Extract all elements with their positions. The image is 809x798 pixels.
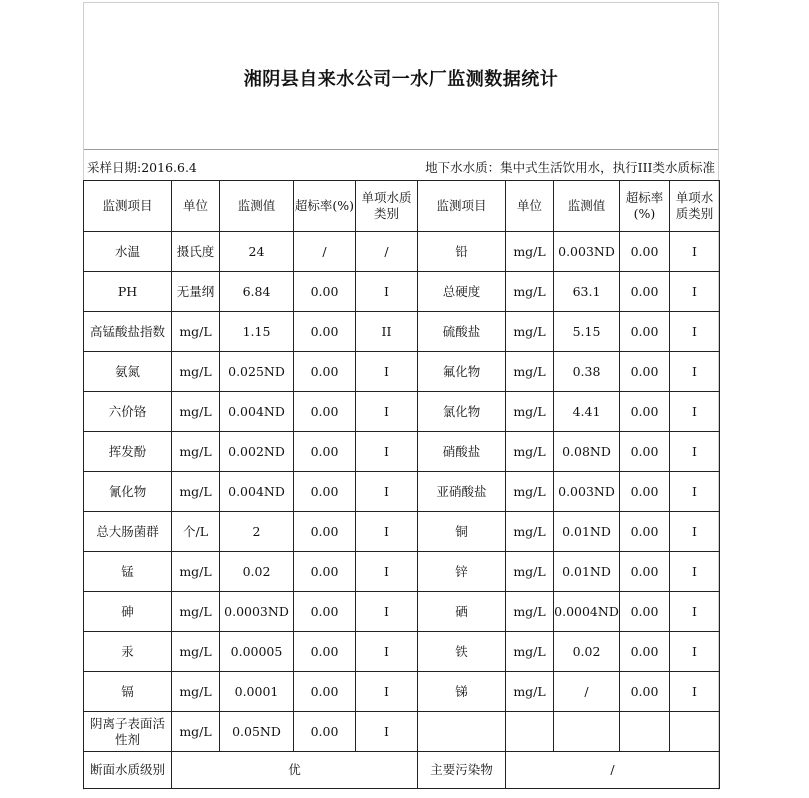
table-cell: 2: [220, 512, 294, 552]
table-cell: 0.00: [620, 632, 670, 672]
table-cell: I: [670, 312, 720, 352]
table-cell: 硝酸盐: [418, 432, 506, 472]
table-row: [84, 712, 720, 752]
table-cell: 0.00: [294, 472, 356, 512]
section-quality-label: 断面水质级别: [84, 752, 172, 789]
table-cell: 铜: [418, 512, 506, 552]
table-cell: 0.38: [554, 352, 620, 392]
table-cell: 水温: [84, 232, 172, 272]
table-cell: 0.003ND: [554, 232, 620, 272]
main-pollutant-value: /: [506, 752, 720, 789]
table-cell: 亚硝酸盐: [418, 472, 506, 512]
table-cell: 0.00: [294, 432, 356, 472]
table-cell: 锌: [418, 552, 506, 592]
table-row: [84, 232, 720, 272]
table-cell: 0.00: [294, 352, 356, 392]
report-meta: [84, 149, 718, 182]
table-cell: mg/L: [172, 592, 220, 632]
table-cell: 0.02: [554, 632, 620, 672]
table-row: [84, 312, 720, 352]
table-cell: 氰化物: [84, 472, 172, 512]
table-row: [84, 512, 720, 552]
table-cell: mg/L: [506, 472, 554, 512]
table-cell: mg/L: [172, 632, 220, 672]
table-cell: 阴离子表面活性剂: [84, 712, 172, 752]
table-cell: mg/L: [172, 352, 220, 392]
table-cell: I: [356, 552, 418, 592]
table-cell: II: [356, 312, 418, 352]
table-cell: 0.00: [620, 512, 670, 552]
table-cell: 5.15: [554, 312, 620, 352]
section-quality-value: 优: [172, 752, 418, 789]
sampling-date: 采样日期:2016.6.4: [87, 160, 197, 175]
table-cell: 无量纲: [172, 272, 220, 312]
table-cell: 0.00: [620, 592, 670, 632]
table-cell: 锑: [418, 672, 506, 712]
header-cell: 单位: [172, 181, 220, 232]
table-cell: 氟化物: [418, 352, 506, 392]
table-cell: 镉: [84, 672, 172, 712]
header-cell: 单位: [506, 181, 554, 232]
water-quality-standard: 地下水水质：集中式生活饮用水，执行III类水质标准: [425, 160, 715, 175]
table-cell: I: [356, 632, 418, 672]
table-cell: 0.00: [620, 232, 670, 272]
table-cell: 氨氮: [84, 352, 172, 392]
table-cell: 摄氏度: [172, 232, 220, 272]
table-cell: 0.00: [620, 352, 670, 392]
table-cell: I: [670, 672, 720, 712]
table-cell: I: [356, 472, 418, 512]
table-cell: 0.00: [294, 392, 356, 432]
table-cell: I: [356, 512, 418, 552]
table-cell: 0.002ND: [220, 432, 294, 472]
table-cell: I: [670, 432, 720, 472]
table-cell: 63.1: [554, 272, 620, 312]
table-cell: 0.00: [294, 632, 356, 672]
table-cell: 0.08ND: [554, 432, 620, 472]
table-cell: mg/L: [172, 552, 220, 592]
table-cell: mg/L: [506, 272, 554, 312]
table-cell: PH: [84, 272, 172, 312]
header-cell: 监测项目: [84, 181, 172, 232]
table-cell: 0.003ND: [554, 472, 620, 512]
table-cell: 0.00: [620, 432, 670, 472]
table-cell: 0.00: [294, 712, 356, 752]
table-cell: I: [356, 672, 418, 712]
table-cell: 0.01ND: [554, 512, 620, 552]
table-row: [84, 552, 720, 592]
table-cell: 个/L: [172, 512, 220, 552]
table-cell: mg/L: [506, 352, 554, 392]
header-cell: 超标率(%): [294, 181, 356, 232]
table-cell: [670, 712, 720, 752]
table-row: [84, 592, 720, 632]
table-cell: 氯化物: [418, 392, 506, 432]
table-cell: I: [670, 592, 720, 632]
table-cell: 锰: [84, 552, 172, 592]
table-cell: [506, 712, 554, 752]
table-cell: mg/L: [506, 432, 554, 472]
table-cell: mg/L: [506, 632, 554, 672]
table-cell: 高锰酸盐指数: [84, 312, 172, 352]
table-cell: I: [356, 592, 418, 632]
table-cell: 0.00: [294, 312, 356, 352]
header-cell: 超标率(%): [620, 181, 670, 232]
table-row: [84, 472, 720, 512]
table-cell: /: [294, 232, 356, 272]
table-cell: 0.00: [294, 552, 356, 592]
table-cell: [620, 712, 670, 752]
header-cell: 监测项目: [418, 181, 506, 232]
table-row: [84, 352, 720, 392]
table-cell: mg/L: [172, 432, 220, 472]
table-cell: I: [670, 272, 720, 312]
report-title: 湘阴县自来水公司一水厂监测数据统计: [243, 69, 559, 90]
table-cell: 0.0003ND: [220, 592, 294, 632]
table-cell: 0.02: [220, 552, 294, 592]
table-cell: 24: [220, 232, 294, 272]
table-cell: /: [554, 672, 620, 712]
table-cell: mg/L: [506, 392, 554, 432]
table-cell: 0.00: [620, 472, 670, 512]
header-cell: 单项水质类别: [356, 181, 418, 232]
table-cell: I: [670, 232, 720, 272]
monitoring-table: [83, 180, 720, 789]
table-cell: 总硬度: [418, 272, 506, 312]
table-cell: I: [670, 632, 720, 672]
table-row: [84, 632, 720, 672]
table-cell: I: [670, 392, 720, 432]
table-cell: 6.84: [220, 272, 294, 312]
table-cell: 0.00: [294, 592, 356, 632]
table-cell: 总大肠菌群: [84, 512, 172, 552]
table-cell: 0.00: [294, 272, 356, 312]
table-cell: I: [356, 272, 418, 312]
table-cell: I: [670, 512, 720, 552]
table-cell: 4.41: [554, 392, 620, 432]
table-cell: mg/L: [172, 392, 220, 432]
table-cell: 砷: [84, 592, 172, 632]
table-cell: 六价铬: [84, 392, 172, 432]
table-cell: 0.00: [620, 672, 670, 712]
table-cell: 0.00: [620, 392, 670, 432]
table-cell: mg/L: [506, 232, 554, 272]
table-cell: 0.0001: [220, 672, 294, 712]
table-cell: 硒: [418, 592, 506, 632]
table-cell: I: [670, 352, 720, 392]
table-header-row: [84, 181, 720, 232]
table-cell: I: [356, 432, 418, 472]
summary-row: [84, 752, 720, 789]
table-cell: I: [356, 712, 418, 752]
table-row: [84, 432, 720, 472]
table-row: [84, 392, 720, 432]
header-cell: 监测值: [220, 181, 294, 232]
table-cell: 0.00: [620, 312, 670, 352]
table-cell: 0.00: [294, 672, 356, 712]
table-cell: I: [670, 472, 720, 512]
table-cell: mg/L: [506, 552, 554, 592]
table-cell: 1.15: [220, 312, 294, 352]
table-cell: mg/L: [506, 592, 554, 632]
table-cell: 硫酸盐: [418, 312, 506, 352]
header-cell: 单项水质类别: [670, 181, 720, 232]
table-cell: mg/L: [172, 672, 220, 712]
table-cell: I: [670, 552, 720, 592]
table-cell: 0.00: [620, 552, 670, 592]
table-cell: 0.004ND: [220, 392, 294, 432]
table-cell: 0.00005: [220, 632, 294, 672]
table-row: [84, 672, 720, 712]
table-cell: 铁: [418, 632, 506, 672]
table-cell: 0.00: [620, 272, 670, 312]
table-cell: I: [356, 352, 418, 392]
table-cell: 0.004ND: [220, 472, 294, 512]
table-cell: mg/L: [506, 512, 554, 552]
table-cell: 0.05ND: [220, 712, 294, 752]
table-cell: 0.025ND: [220, 352, 294, 392]
table-cell: 汞: [84, 632, 172, 672]
table-cell: mg/L: [172, 472, 220, 512]
main-pollutant-label: 主要污染物: [418, 752, 506, 789]
table-cell: 铅: [418, 232, 506, 272]
table-cell: mg/L: [172, 712, 220, 752]
table-cell: 0.00: [294, 512, 356, 552]
table-cell: [418, 712, 506, 752]
header-cell: 监测值: [554, 181, 620, 232]
table-cell: 0.01ND: [554, 552, 620, 592]
table-cell: mg/L: [506, 312, 554, 352]
table-cell: I: [356, 392, 418, 432]
table-cell: mg/L: [506, 672, 554, 712]
table-cell: [554, 712, 620, 752]
table-cell: mg/L: [172, 312, 220, 352]
table-cell: /: [356, 232, 418, 272]
table-cell: 挥发酚: [84, 432, 172, 472]
table-row: [84, 272, 720, 312]
table-cell: 0.0004ND: [554, 592, 620, 632]
